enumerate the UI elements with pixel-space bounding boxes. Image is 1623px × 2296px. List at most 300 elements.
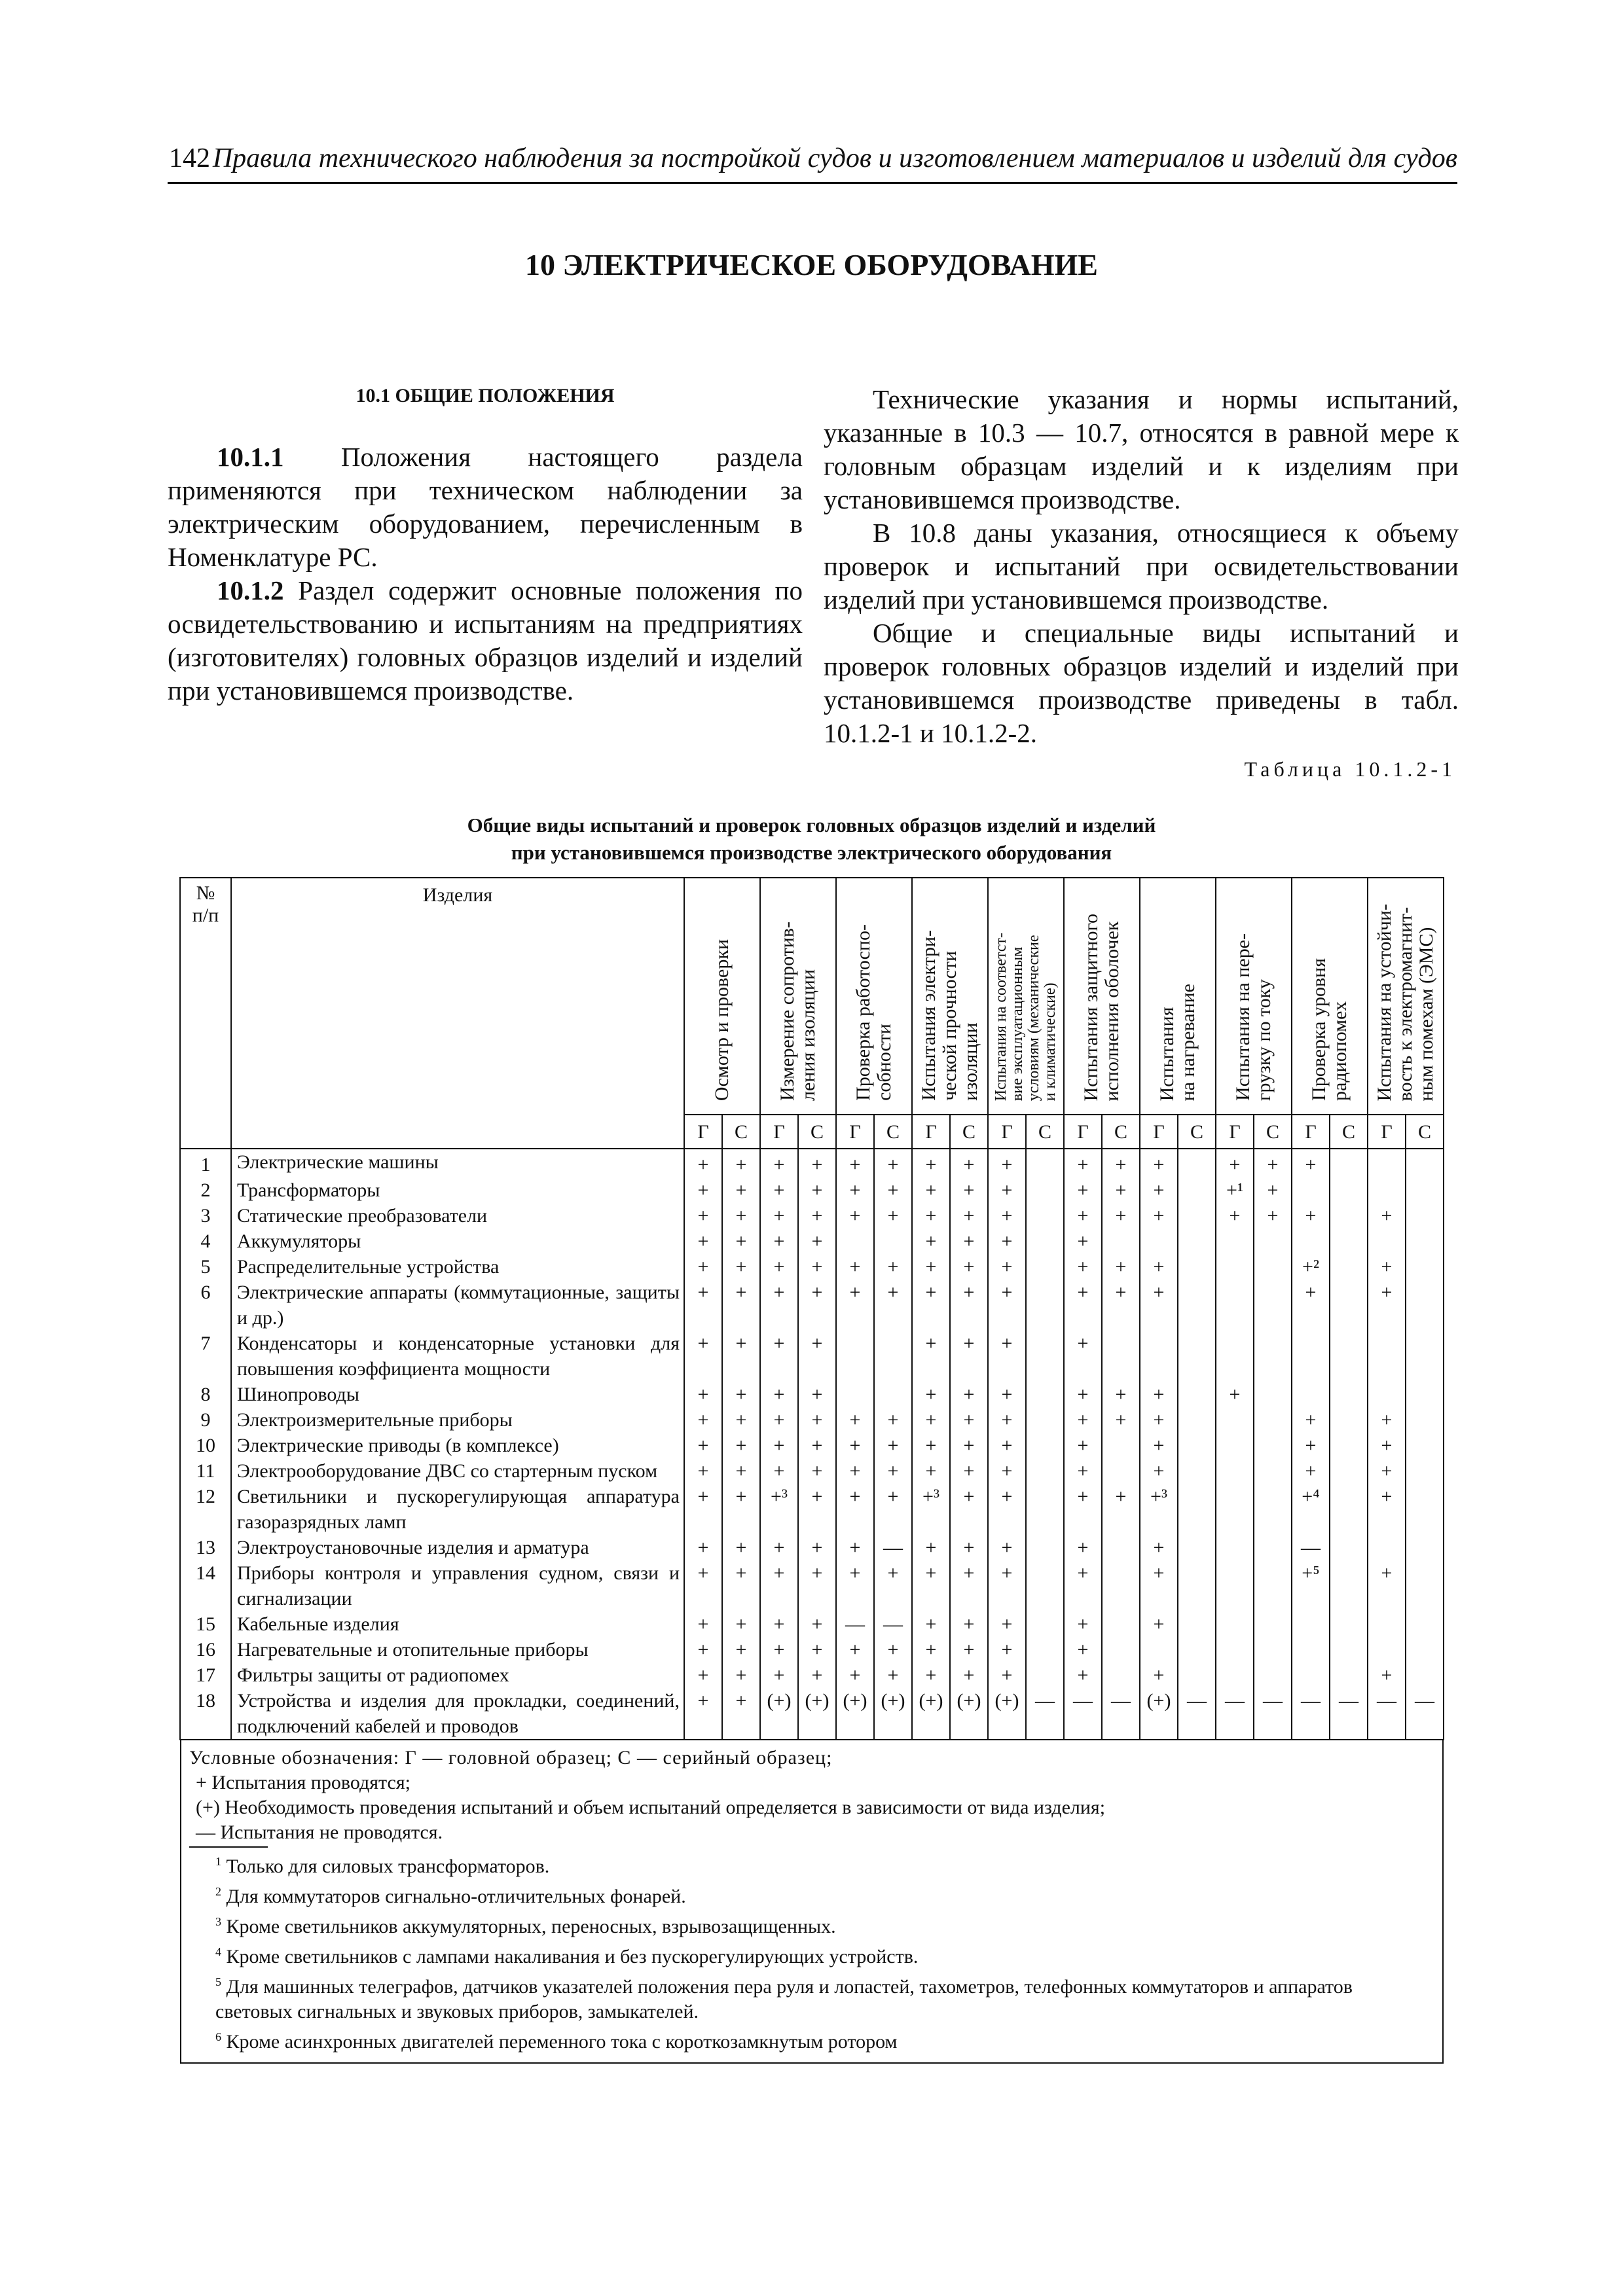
section-title: 10.1 ОБЩИЕ ПОЛОЖЕНИЯ [356,385,615,406]
test-mark-cell: — [874,1535,912,1560]
header-enclosure-protection: Испытания защитного исполнения оболочек [1064,878,1140,1115]
row-item-name: Приборы контроля и управления судном, связи и сигнализации [231,1560,684,1611]
test-mark-cell [836,1229,874,1254]
test-mark-cell [1178,1254,1216,1280]
test-mark-cell: — [1292,1688,1330,1740]
test-mark-cell: + [798,1331,836,1382]
test-mark-cell [1178,1203,1216,1229]
test-mark-cell: + [1216,1203,1254,1229]
test-mark-cell [1330,1254,1368,1280]
test-mark-cell [1254,1662,1292,1688]
test-mark-cell: + [836,1560,874,1611]
test-mark-cell: + [950,1331,988,1382]
test-mark-cell: + [950,1203,988,1229]
footnote-6: $^6$ Кроме асинхронных двигателей переменного тока с короткозамкнутым ротором [215,2030,898,2053]
test-mark-cell: + [798,1637,836,1662]
test-mark-cell [1216,1254,1254,1280]
test-mark-cell: + [836,1149,874,1177]
paragraph-10-1-1 [168,440,803,574]
test-mark-cell: + [988,1433,1026,1458]
test-mark-cell: + [988,1177,1026,1203]
row-item-name: Статические преобразователи [231,1203,684,1229]
row-item-name: Трансформаторы [231,1177,684,1203]
test-mark-cell: + [1368,1203,1406,1229]
test-mark-cell [1216,1484,1254,1535]
table-legend [180,1740,1444,2064]
test-mark-cell [1406,1382,1444,1407]
test-mark-cell: + [988,1535,1026,1560]
test-mark-cell [1178,1149,1216,1177]
test-mark-cell: — [1064,1688,1102,1740]
test-mark-cell [1254,1535,1292,1560]
test-mark-cell [1254,1280,1292,1331]
test-mark-cell: + [760,1331,798,1382]
paragraph-number: 10.1.1 [217,442,284,472]
test-mark-cell [1330,1331,1368,1382]
row-number: 7 [180,1331,231,1382]
test-mark-cell [1026,1203,1064,1229]
test-mark-cell [1026,1484,1064,1535]
test-mark-cell: + [988,1203,1026,1229]
test-mark-cell: +⁵ [1292,1560,1330,1611]
test-mark-cell [1140,1637,1178,1662]
test-mark-cell [1368,1149,1406,1177]
test-mark-cell: + [988,1149,1026,1177]
test-mark-cell: — [874,1611,912,1637]
row-number: 9 [180,1407,231,1433]
test-mark-cell: (+) [836,1688,874,1740]
test-mark-cell: + [684,1331,722,1382]
test-mark-cell: + [798,1560,836,1611]
table-row [180,1149,1444,1177]
test-mark-cell: + [1102,1149,1140,1177]
table-row [180,1280,1444,1331]
test-mark-cell: — [1292,1535,1330,1560]
test-mark-cell [1026,1149,1064,1177]
test-mark-cell: + [684,1177,722,1203]
test-mark-cell [1026,1407,1064,1433]
test-mark-cell: + [874,1254,912,1280]
test-mark-cell: + [988,1484,1026,1535]
test-mark-cell: + [988,1407,1026,1433]
test-mark-cell: + [1292,1280,1330,1331]
test-mark-cell: + [1140,1177,1178,1203]
right-column [824,383,1459,750]
head-sample-label: Г [1216,1115,1254,1149]
test-mark-cell: + [1216,1382,1254,1407]
test-mark-cell [1102,1433,1140,1458]
test-mark-cell: + [1102,1203,1140,1229]
test-mark-cell: + [1064,1331,1102,1382]
test-mark-cell: + [988,1662,1026,1688]
test-mark-cell: + [912,1254,950,1280]
test-mark-cell: + [760,1229,798,1254]
test-mark-cell: + [1064,1280,1102,1331]
test-mark-cell [1406,1484,1444,1535]
test-mark-cell [1368,1637,1406,1662]
head-sample-label: Г [1064,1115,1102,1149]
test-mark-cell: + [874,1484,912,1535]
test-mark-cell: + [798,1280,836,1331]
left-column [168,383,803,708]
serial-sample-label: С [950,1115,988,1149]
test-mark-cell: + [1140,1407,1178,1433]
test-mark-cell: +³ [760,1484,798,1535]
test-mark-cell [1254,1484,1292,1535]
test-mark-cell: + [874,1407,912,1433]
test-mark-cell: + [684,1382,722,1407]
test-mark-cell: + [798,1382,836,1407]
test-mark-cell [1178,1382,1216,1407]
row-number: 1 [180,1149,231,1177]
test-mark-cell: + [684,1149,722,1177]
test-mark-cell: + [988,1280,1026,1331]
row-number: 4 [180,1229,231,1254]
test-mark-cell: + [722,1560,760,1611]
test-mark-cell: + [912,1149,950,1177]
test-mark-cell: + [1064,1662,1102,1688]
test-mark-cell: + [760,1637,798,1662]
test-mark-cell: + [1292,1458,1330,1484]
serial-sample-label: С [798,1115,836,1149]
test-mark-cell: + [950,1382,988,1407]
test-mark-cell: + [912,1177,950,1203]
test-mark-cell: + [912,1662,950,1688]
test-mark-cell [1292,1229,1330,1254]
test-mark-cell: + [1064,1382,1102,1407]
test-mark-cell: + [988,1560,1026,1611]
test-mark-cell: + [1292,1433,1330,1458]
test-mark-cell: + [912,1382,950,1407]
footnote-4: $^4$ Кроме светильников с лампами накаливания и без пускорегулирующих устройств. [215,1945,919,1967]
test-mark-cell: + [950,1149,988,1177]
test-mark-cell [1330,1280,1368,1331]
test-mark-cell: + [874,1433,912,1458]
test-mark-cell: + [1140,1458,1178,1484]
test-mark-cell: + [988,1254,1026,1280]
test-mark-cell: + [1368,1280,1406,1331]
footnote-rule [189,1846,268,1848]
test-mark-cell: + [722,1458,760,1484]
test-mark-cell [1026,1229,1064,1254]
table-row [180,1611,1444,1637]
test-mark-cell: + [988,1637,1026,1662]
test-mark-cell [1368,1177,1406,1203]
test-mark-cell: + [722,1203,760,1229]
row-item-name: Электрооборудование ДВС со стартерным пуском [231,1458,684,1484]
test-mark-cell [1026,1280,1064,1331]
paragraph-10-8: В 10.8 даны указания, относящиеся к объему проверок и испытаний при освидетельствовании изделий при установившемся производстве. [824,518,1459,615]
test-mark-cell: + [684,1484,722,1535]
row-number: 15 [180,1611,231,1637]
serial-sample-label: С [874,1115,912,1149]
test-mark-cell: + [912,1331,950,1382]
test-mark-cell: + [1140,1203,1178,1229]
test-mark-cell: + [988,1611,1026,1637]
table-caption [0,812,1623,867]
test-mark-cell: + [722,1535,760,1560]
test-mark-cell: + [760,1407,798,1433]
test-mark-cell [1178,1560,1216,1611]
test-mark-cell: + [988,1458,1026,1484]
table-row [180,1254,1444,1280]
test-mark-cell [1178,1637,1216,1662]
test-mark-cell: + [722,1177,760,1203]
test-mark-cell [1330,1611,1368,1637]
test-mark-cell: + [1368,1254,1406,1280]
test-mark-cell [1292,1662,1330,1688]
test-mark-cell [1102,1535,1140,1560]
test-mark-cell [1292,1637,1330,1662]
test-mark-cell: + [1292,1149,1330,1177]
row-item-name: Светильники и пускорегулирующая аппаратура газоразрядных ламп [231,1484,684,1535]
test-mark-cell: + [836,1203,874,1229]
test-mark-cell [1178,1535,1216,1560]
test-mark-cell: + [836,1433,874,1458]
table-body [180,1149,1444,1740]
test-mark-cell: + [722,1688,760,1740]
table-row [180,1535,1444,1560]
head-sample-label: Г [1292,1115,1330,1149]
header-inspection: Осмотр и проверки [684,878,760,1115]
test-mark-cell [1368,1331,1406,1382]
test-mark-cell: + [912,1280,950,1331]
row-number: 2 [180,1177,231,1203]
test-mark-cell: + [836,1458,874,1484]
test-mark-cell: — [1406,1688,1444,1740]
row-item-name: Аккумуляторы [231,1229,684,1254]
test-mark-cell: + [722,1149,760,1177]
test-mark-cell: + [874,1280,912,1331]
test-mark-cell: + [912,1229,950,1254]
test-mark-cell: + [1292,1203,1330,1229]
row-item-name: Электроустановочные изделия и арматура [231,1535,684,1560]
test-mark-cell: + [950,1433,988,1458]
row-number: 6 [180,1280,231,1331]
table-row [180,1382,1444,1407]
test-mark-cell [1216,1637,1254,1662]
test-mark-cell [836,1382,874,1407]
test-mark-cell [874,1229,912,1254]
test-mark-cell: + [836,1177,874,1203]
test-mark-cell [1026,1177,1064,1203]
table-caption-line: Общие виды испытаний и проверок головных образцов изделий и изделий [467,814,1156,836]
row-number: 5 [180,1254,231,1280]
test-mark-cell [1368,1382,1406,1407]
table-row [180,1484,1444,1535]
row-item-name: Электрические аппараты (коммутационные, защиты и др.) [231,1280,684,1331]
test-mark-cell [1406,1203,1444,1229]
test-mark-cell [1178,1458,1216,1484]
test-mark-cell: + [1064,1177,1102,1203]
test-mark-cell: + [950,1177,988,1203]
table-row [180,1688,1444,1740]
test-mark-cell [1254,1560,1292,1611]
serial-sample-label: С [1406,1115,1444,1149]
row-number: 8 [180,1382,231,1407]
row-item-name: Шинопроводы [231,1382,684,1407]
test-mark-cell: + [874,1177,912,1203]
test-mark-cell: + [684,1611,722,1637]
test-mark-cell [1292,1331,1330,1382]
test-mark-cell: + [874,1637,912,1662]
test-mark-cell: (+) [798,1688,836,1740]
test-mark-cell: + [798,1254,836,1280]
test-mark-cell: + [798,1662,836,1688]
test-mark-cell [1216,1280,1254,1331]
test-mark-cell: + [874,1560,912,1611]
table-row [180,1331,1444,1382]
row-number: 13 [180,1535,231,1560]
row-number: 3 [180,1203,231,1229]
test-mark-cell [1140,1331,1178,1382]
table-row [180,1458,1444,1484]
test-mark-cell [1330,1407,1368,1433]
test-mark-cell: + [1254,1177,1292,1203]
test-mark-cell: + [1140,1611,1178,1637]
test-mark-cell [1254,1254,1292,1280]
test-mark-cell [1140,1229,1178,1254]
test-mark-cell [1292,1611,1330,1637]
head-sample-label: Г [1140,1115,1178,1149]
test-mark-cell: + [1140,1149,1178,1177]
test-mark-cell [1102,1637,1140,1662]
head-sample-label: Г [684,1115,722,1149]
paragraph-text: Положения настоящего раздела применяются при техническом наблюдении за электрическим оборудованием, перечисленным в Номенклатуре РС. [168,442,803,572]
row-number: 14 [180,1560,231,1611]
test-mark-cell [1406,1637,1444,1662]
test-mark-cell: + [1216,1149,1254,1177]
test-mark-cell: + [1064,1535,1102,1560]
row-number: 10 [180,1433,231,1458]
test-mark-cell: + [722,1611,760,1637]
paragraph-technical-norms: Технические указания и нормы испытаний, указанные в 10.3 — 10.7, относятся в равной мере к головным образцам изделий и к изделиям при установившемся производстве. [824,384,1459,514]
test-mark-cell: + [1064,1254,1102,1280]
header-overload: Испытания на пере- грузку по току [1216,878,1292,1115]
test-mark-cell [1406,1229,1444,1254]
test-mark-cell: + [684,1229,722,1254]
test-mark-cell: — [1102,1688,1140,1740]
test-mark-cell: + [1368,1407,1406,1433]
column-number-header: № п/п [180,878,231,1149]
test-mark-cell: + [1368,1458,1406,1484]
test-mark-cell [1178,1433,1216,1458]
test-mark-cell: + [1064,1433,1102,1458]
test-mark-cell: + [836,1484,874,1535]
test-mark-cell [1102,1611,1140,1637]
table-label: Таблица 10.1.2-1 [1244,757,1456,781]
test-mark-cell: + [912,1203,950,1229]
table-row [180,1407,1444,1433]
chapter-title: 10 ЭЛЕКТРИЧЕСКОЕ ОБОРУДОВАНИЕ [525,248,1098,281]
head-sample-label: Г [760,1115,798,1149]
header-dielectric-strength: Испытания электри- ческой прочности изоляции [912,878,988,1115]
footnote-2: $^2$ Для коммутаторов сигнально-отличительных фонарей. [215,1885,686,1907]
test-mark-cell [1216,1560,1254,1611]
test-mark-cell: (+) [950,1688,988,1740]
test-mark-cell: + [684,1688,722,1740]
test-mark-cell [1216,1229,1254,1254]
test-mark-cell: + [1140,1254,1178,1280]
test-mark-cell: + [1064,1458,1102,1484]
serial-sample-label: С [1102,1115,1140,1149]
test-mark-cell [1330,1662,1368,1688]
test-mark-cell: + [1140,1433,1178,1458]
test-mark-cell: + [1254,1149,1292,1177]
test-mark-cell: + [1064,1484,1102,1535]
test-mark-cell [1330,1484,1368,1535]
test-mark-cell: + [1102,1407,1140,1433]
test-mark-cell: + [722,1254,760,1280]
test-mark-cell: + [722,1331,760,1382]
test-mark-cell: + [988,1331,1026,1382]
table-row [180,1433,1444,1458]
test-mark-cell [1254,1458,1292,1484]
test-mark-cell: + [722,1280,760,1331]
paragraph-number: 10.1.2 [217,575,284,605]
test-mark-cell: + [950,1535,988,1560]
test-mark-cell: + [988,1229,1026,1254]
test-mark-cell: + [760,1177,798,1203]
test-mark-cell [1216,1535,1254,1560]
test-mark-cell: + [1064,1407,1102,1433]
test-mark-cell: (+) [912,1688,950,1740]
legend-optional: (+) Необходимость проведения испытаний и объем испытаний определяется в зависимости от вида изделия; [196,1797,1106,1818]
test-mark-cell: + [836,1637,874,1662]
table-row [180,1203,1444,1229]
legend-symbols: Условные обозначения: Г — головной образец; С — серийный образец; [189,1747,833,1768]
test-mark-cell: — [1254,1688,1292,1740]
footnote-3: $^3$ Кроме светильников аккумуляторных, переносных, взрывозащищенных. [215,1915,836,1937]
test-mark-cell: + [684,1458,722,1484]
header-heating: Испытания на нагревание [1140,878,1216,1115]
test-mark-cell: + [912,1407,950,1433]
test-mark-cell [1330,1203,1368,1229]
test-mark-cell: + [798,1203,836,1229]
test-mark-cell [1406,1407,1444,1433]
test-mark-cell: + [684,1662,722,1688]
test-mark-cell [1102,1458,1140,1484]
test-mark-cell: +¹ [1216,1177,1254,1203]
test-mark-cell: + [760,1382,798,1407]
test-mark-cell [1102,1560,1140,1611]
test-mark-cell [1254,1433,1292,1458]
row-item-name: Устройства и изделия для прокладки, соединений, подключений кабелей и проводов [231,1688,684,1740]
test-mark-cell [1330,1382,1368,1407]
test-mark-cell: + [684,1433,722,1458]
header-emc: Испытания на устойчи- вость к электромагнит- ным помехам (ЭМС) [1368,878,1444,1115]
test-mark-cell [1178,1484,1216,1535]
test-mark-cell: + [1140,1382,1178,1407]
test-mark-cell: + [912,1433,950,1458]
test-mark-cell: (+) [988,1688,1026,1740]
row-item-name: Электрические машины [231,1149,684,1177]
test-mark-cell: + [950,1229,988,1254]
test-mark-cell: +³ [912,1484,950,1535]
row-item-name: Распределительные устройства [231,1254,684,1280]
row-item-name: Конденсаторы и конденсаторные установки для повышения коэффициента мощности [231,1331,684,1382]
test-mark-cell [1254,1331,1292,1382]
test-mark-cell [1330,1149,1368,1177]
head-sample-label: Г [988,1115,1026,1149]
test-mark-cell [1292,1177,1330,1203]
test-mark-cell: + [1140,1535,1178,1560]
table-row [180,1560,1444,1611]
test-mark-cell [1102,1229,1140,1254]
test-mark-cell: + [760,1433,798,1458]
test-mark-cell [1102,1331,1140,1382]
test-mark-cell: — [1368,1688,1406,1740]
